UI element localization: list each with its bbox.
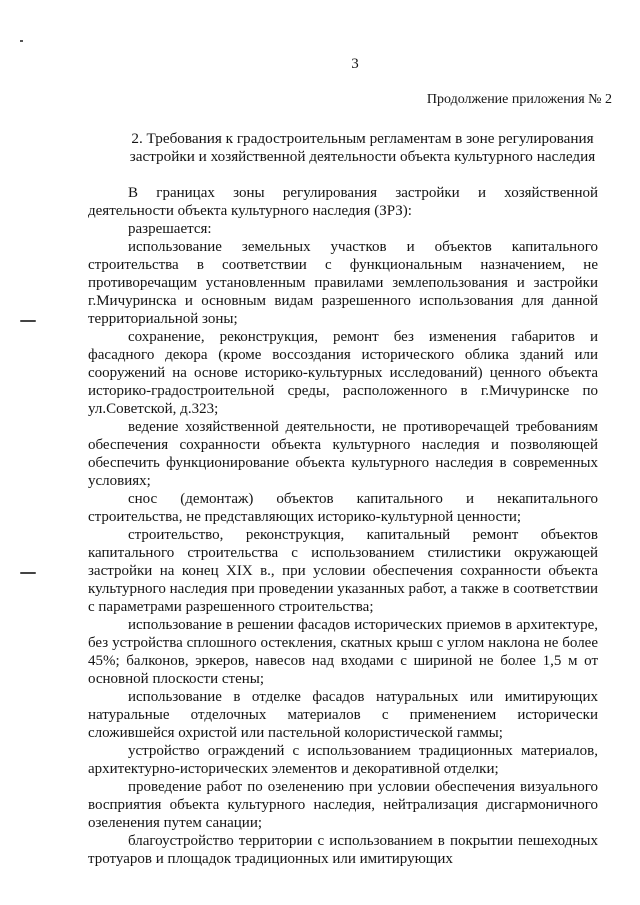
scan-speck <box>20 40 23 42</box>
paragraph: использование в отделке фасадов натуральных или имитирующих натуральные отделочных материалов с применением исторически сложившейся охристой или пастельной колористической гаммы; <box>88 689 598 741</box>
paragraph-intro: В границах зоны регулирования застройки и хозяйственной деятельности объекта культурного наследия (ЗРЗ): <box>88 185 598 219</box>
appendix-continuation-note: Продолжение приложения № 2 <box>426 92 612 107</box>
paragraph: ведение хозяйственной деятельности, не противоречащей требованиям обеспечения сохранности объекта культурного наследия и позволяющей обеспечить функционирование объекта культурного наследия в современных условиях; <box>88 419 598 489</box>
paragraph: снос (демонтаж) объектов капитального и некапитального строительства, не представляющих историко-культурной ценности; <box>88 491 598 525</box>
margin-mark <box>20 572 36 574</box>
document-body <box>88 184 598 868</box>
paragraph: благоустройство территории с использованием в покрытии пешеходных тротуаров и площадок традиционных или имитирующих <box>88 833 598 867</box>
paragraph: строительство, реконструкция, капитальный ремонт объектов капитального строительства с использованием стилистики окружающей застройки на конец XIX в., при условии обеспечения сохранности объекта культурного наследия при проведении указанных работ, а также в соответствии с параметрами разрешенного строительства; <box>88 527 598 615</box>
paragraph: проведение работ по озеленению при условии обеспечения визуального восприятия объекта культурного наследия, нейтрализация дисгармоничного озеленения путем санации; <box>88 779 598 831</box>
paragraph: использование земельных участков и объектов капитального строительства в соответствии с функциональным назначением, не противоречащим установленным правилами землепользования и застройки г.Мичуринска и основным видам разрешенного использования для данной территориальной зоны; <box>88 239 598 327</box>
paragraph: сохранение, реконструкция, ремонт без изменения габаритов и фасадного декора (кроме воссоздания исторического облика зданий или сооружений на основе историко-культурных исследований) ценного объекта историко-градостроительной среды, расположенного в г.Мичуринске по ул.Советской, д.323; <box>88 329 598 417</box>
paragraph: устройство ограждений с использованием традиционных материалов, архитектурно-исторических элементов и декоративной отделки; <box>88 743 598 777</box>
paragraph-permitted: разрешается: <box>128 221 212 237</box>
paragraph: использование в решении фасадов исторических приемов в архитектуре, без устройства сплошного остекления, скатных крыш с углом наклона не более 45%; балконов, эркеров, навесов над входами с шириной не более 1,5 м от основной плоскости стены; <box>88 617 598 687</box>
margin-mark <box>20 320 36 322</box>
section-heading: 2. Требования к градостроительным регламентам в зоне регулирования застройки и хозяйственной деятельности объекта культурного наследия <box>129 130 596 165</box>
page-number: 3 <box>351 56 359 72</box>
